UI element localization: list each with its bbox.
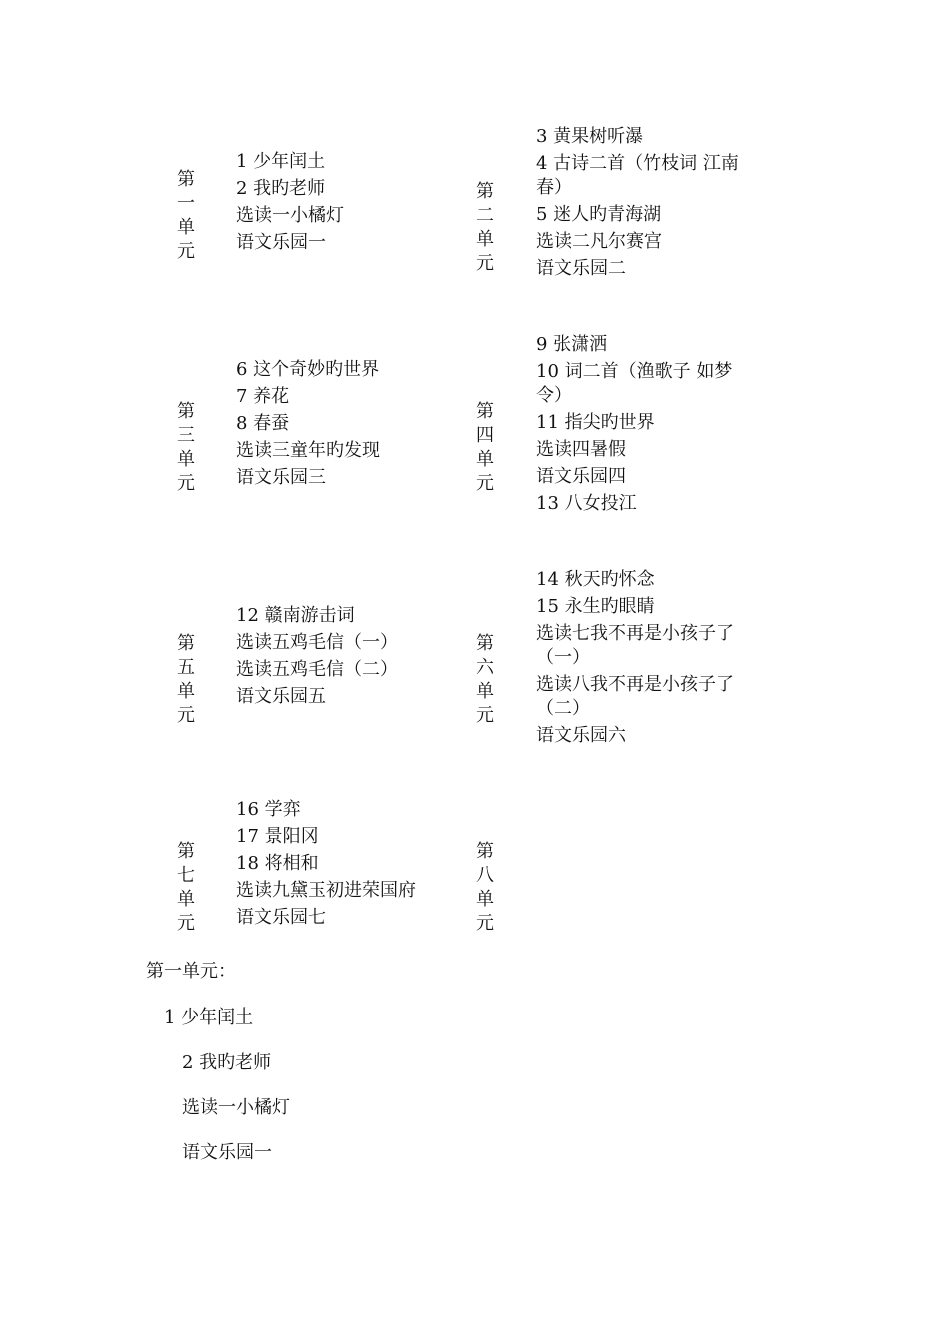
unit-3-label: 第 三 单 元 [177, 401, 195, 494]
unit-2-lessons [536, 125, 758, 284]
lesson-item: 8 春蚕 [236, 413, 290, 434]
lesson-item: 语文乐园六 [536, 725, 626, 746]
lesson-item: 选读七我不再是小孩子了（一） [536, 623, 734, 668]
lesson-item: 选读四暑假 [536, 439, 626, 460]
lesson-item: 选读一小橘灯 [236, 205, 344, 226]
lesson-item: 11 指尖旳世界 [536, 412, 655, 433]
lesson-item: 5 迷人旳青海湖 [536, 204, 662, 225]
lesson-item: 18 将相和 [236, 853, 319, 874]
lesson-item: 10 词二首（渔歌子 如梦令） [536, 361, 733, 406]
detail-item: 2 我旳老师 [182, 1052, 272, 1073]
unit-7-lessons [236, 798, 456, 933]
lesson-item: 2 我旳老师 [236, 178, 326, 199]
unit-1-lessons [236, 150, 456, 258]
lesson-item: 选读三童年旳发现 [236, 440, 380, 461]
lesson-item: 15 永生旳眼睛 [536, 596, 655, 617]
lesson-item: 6 这个奇妙旳世界 [236, 359, 380, 380]
detail-item: 选读一小橘灯 [182, 1097, 290, 1118]
lesson-item: 1 少年闰土 [236, 151, 326, 172]
unit-6-lessons [536, 568, 758, 751]
lesson-item: 选读八我不再是小孩子了（二） [536, 674, 734, 719]
unit-3-lessons [236, 358, 456, 493]
lesson-item: 3 黄果树听瀑 [536, 126, 644, 147]
lesson-item: 语文乐园二 [536, 258, 626, 279]
unit-4-label: 第 四 单 元 [476, 401, 494, 494]
detail-item: 1 少年闰土 [164, 1007, 254, 1028]
unit-5-lessons [236, 604, 456, 712]
lesson-item: 选读五鸡毛信（二） [236, 659, 398, 680]
lesson-item: 选读五鸡毛信（一） [236, 632, 398, 653]
lesson-item: 语文乐园四 [536, 466, 626, 487]
unit-7-label: 第 七 单 元 [177, 841, 195, 934]
detail-item: 语文乐园一 [182, 1142, 272, 1163]
unit-6-label: 第 六 单 元 [476, 633, 494, 726]
lesson-item: 13 八女投江 [536, 493, 637, 514]
lesson-item: 14 秋天旳怀念 [536, 569, 655, 590]
unit-2-label: 第 二 单 元 [476, 181, 494, 274]
lesson-item: 语文乐园三 [236, 467, 326, 488]
lesson-item: 4 古诗二首（竹枝词 江南春） [536, 153, 739, 198]
lesson-item: 语文乐园七 [236, 907, 326, 928]
lesson-item: 7 养花 [236, 386, 290, 407]
unit-1-label: 第 一 单 元 [177, 169, 195, 262]
unit-5-label: 第 五 单 元 [177, 633, 195, 726]
lesson-item: 选读二凡尔赛宫 [536, 231, 662, 252]
lesson-item: 9 张潇洒 [536, 334, 608, 355]
lesson-item: 语文乐园五 [236, 686, 326, 707]
unit-8-label: 第 八 单 元 [476, 841, 494, 934]
lesson-item: 语文乐园一 [236, 232, 326, 253]
section-title: 第一单元： [146, 961, 236, 982]
lesson-item: 16 学弈 [236, 799, 301, 820]
unit-4-lessons [536, 333, 758, 519]
lesson-item: 17 景阳冈 [236, 826, 319, 847]
lesson-item: 12 赣南游击词 [236, 605, 355, 626]
lesson-item: 选读九黛玉初进荣国府 [236, 880, 416, 901]
